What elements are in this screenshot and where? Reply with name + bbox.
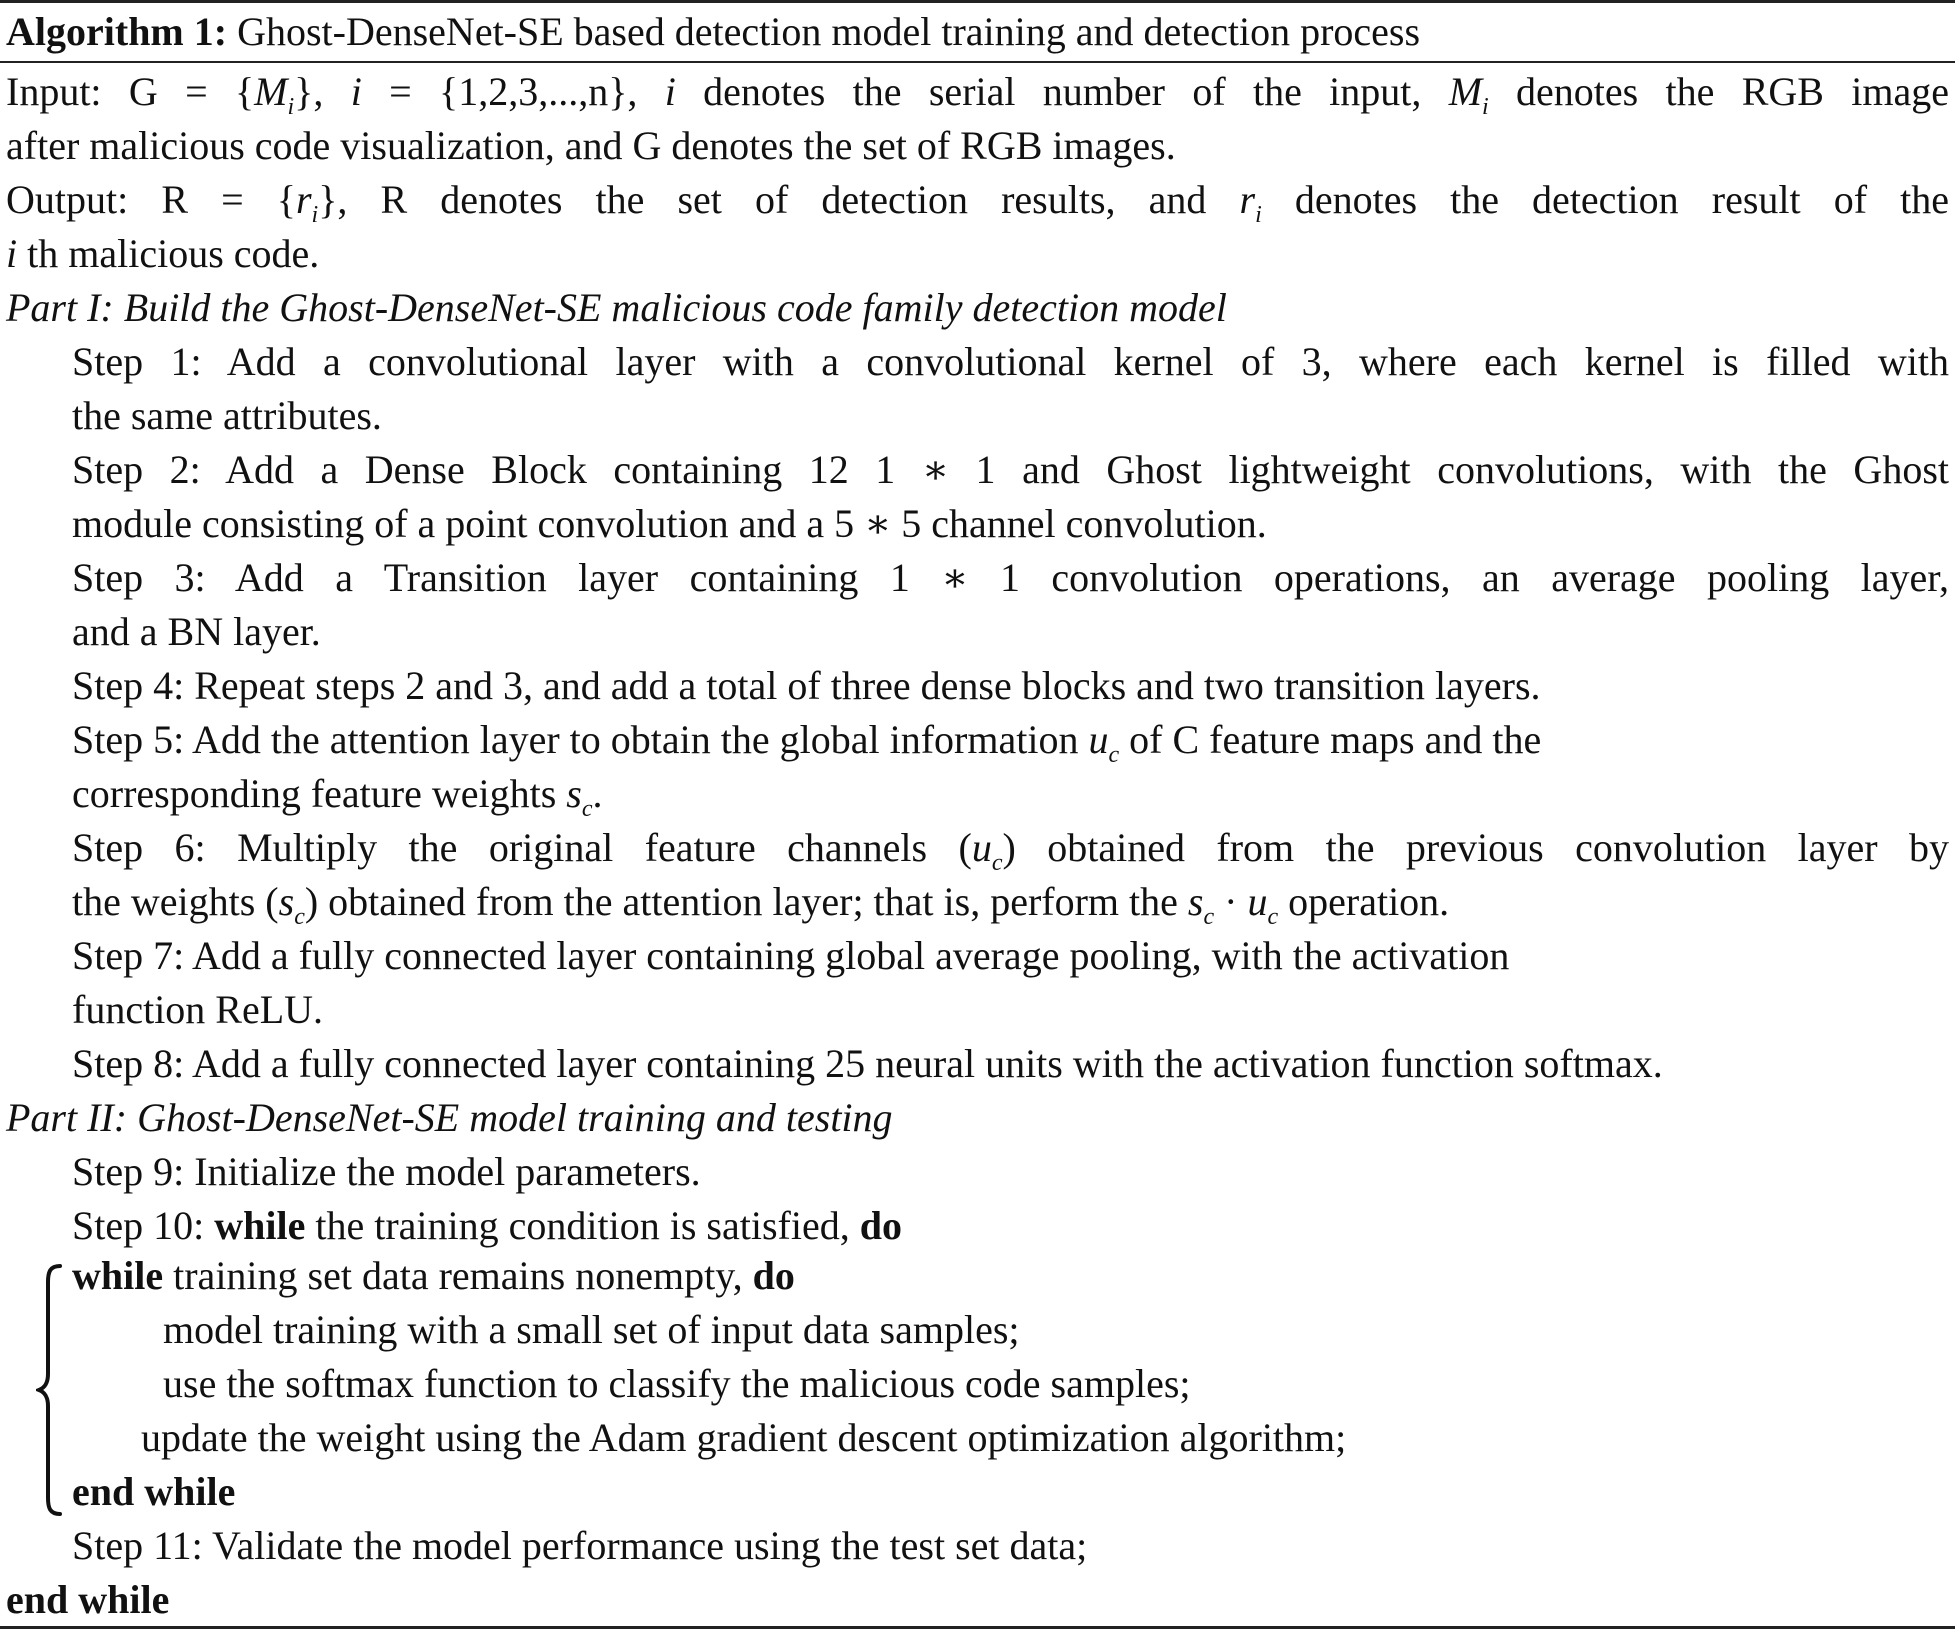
step1-line-1: Step 1: Add a convolutional layer with a convolutional kernel of 3, where each kernel is filled with — [72, 339, 1949, 384]
top-rule — [0, 0, 1955, 3]
inner-line-2: use the softmax function to classify the malicious code samples; — [163, 1361, 1191, 1406]
header-rule — [0, 61, 1955, 63]
step6-line-2: the weights $(s_c)$ obtained from the attention layer; that is, perform the $s_c \cdot u_c$ operation. — [72, 879, 1450, 930]
part1-heading: Part I: Build the Ghost-DenseNet-SE malicious code family detection model — [6, 285, 1227, 330]
algorithm-label: Algorithm 1: — [6, 9, 228, 54]
input-line-2: after malicious code visualization, and G denotes the set of RGB images. — [6, 123, 1176, 168]
step7-line-2: function ReLU. — [72, 987, 324, 1032]
step8-line: Step 8: Add a fully connected layer containing 25 neural units with the activation function softmax. — [72, 1041, 1663, 1086]
input-line-1: Input: $G = \{M_i\}$, i = {1,2,3,...,n}, i denotes the serial number of the input, $M_i$ denotes the RGB image — [6, 69, 1949, 120]
step10-line: Step 10: while the training condition is satisfied, do — [72, 1203, 902, 1248]
step2-line-1: Step 2: Add a Dense Block containing 12 1 ∗ 1 and Ghost lightweight convolutions, with the Ghost — [72, 447, 1949, 492]
output-line-1: Output: $R = \{r_i\}$, R denotes the set of detection results, and $r_i$ denotes the detection result of the — [6, 177, 1949, 228]
step9-line: Step 9: Initialize the model parameters. — [72, 1149, 701, 1194]
step2-line-2: module consisting of a point convolution and a 5 ∗ 5 channel convolution. — [72, 501, 1267, 546]
step6-line-1: Step 6: Multiply the original feature channels $(u_c)$ obtained from the previous convolution layer by — [72, 825, 1949, 876]
part2-heading: Part II: Ghost-DenseNet-SE model training and testing — [6, 1095, 893, 1140]
output-line-2: i th malicious code. — [6, 231, 320, 276]
step3-line-2: and a BN layer. — [72, 609, 321, 654]
inner-line-1: model training with a small set of input data samples; — [163, 1307, 1020, 1352]
step1-line-2: the same attributes. — [72, 393, 382, 438]
step5-line-2: corresponding feature weights $s_c$. — [72, 771, 603, 822]
bottom-rule — [0, 1626, 1955, 1629]
step4-line: Step 4: Repeat steps 2 and 3, and add a total of three dense blocks and two transition layers. — [72, 663, 1541, 708]
step3-line-1: Step 3: Add a Transition layer containing 1 ∗ 1 convolution operations, an average pooling layer, — [72, 555, 1949, 600]
step7-line-1: Step 7: Add a fully connected layer containing global average pooling, with the activation — [72, 933, 1510, 978]
inner-end-while: end while — [72, 1469, 236, 1514]
left-brace-icon — [36, 1262, 66, 1518]
inner-line-3: update the weight using the Adam gradient descent optimization algorithm; — [141, 1415, 1347, 1460]
outer-end-while: end while — [6, 1577, 170, 1622]
inner-while-line: while training set data remains nonempty, do — [72, 1253, 795, 1298]
algorithm-header — [6, 6, 1949, 60]
step5-line-1: Step 5: Add the attention layer to obtain the global information $u_c$ of C feature maps and the — [72, 717, 1542, 768]
step11-line: Step 11: Validate the model performance using the test set data; — [72, 1523, 1088, 1568]
algorithm-title: Ghost-DenseNet-SE based detection model training and detection process — [237, 9, 1421, 54]
